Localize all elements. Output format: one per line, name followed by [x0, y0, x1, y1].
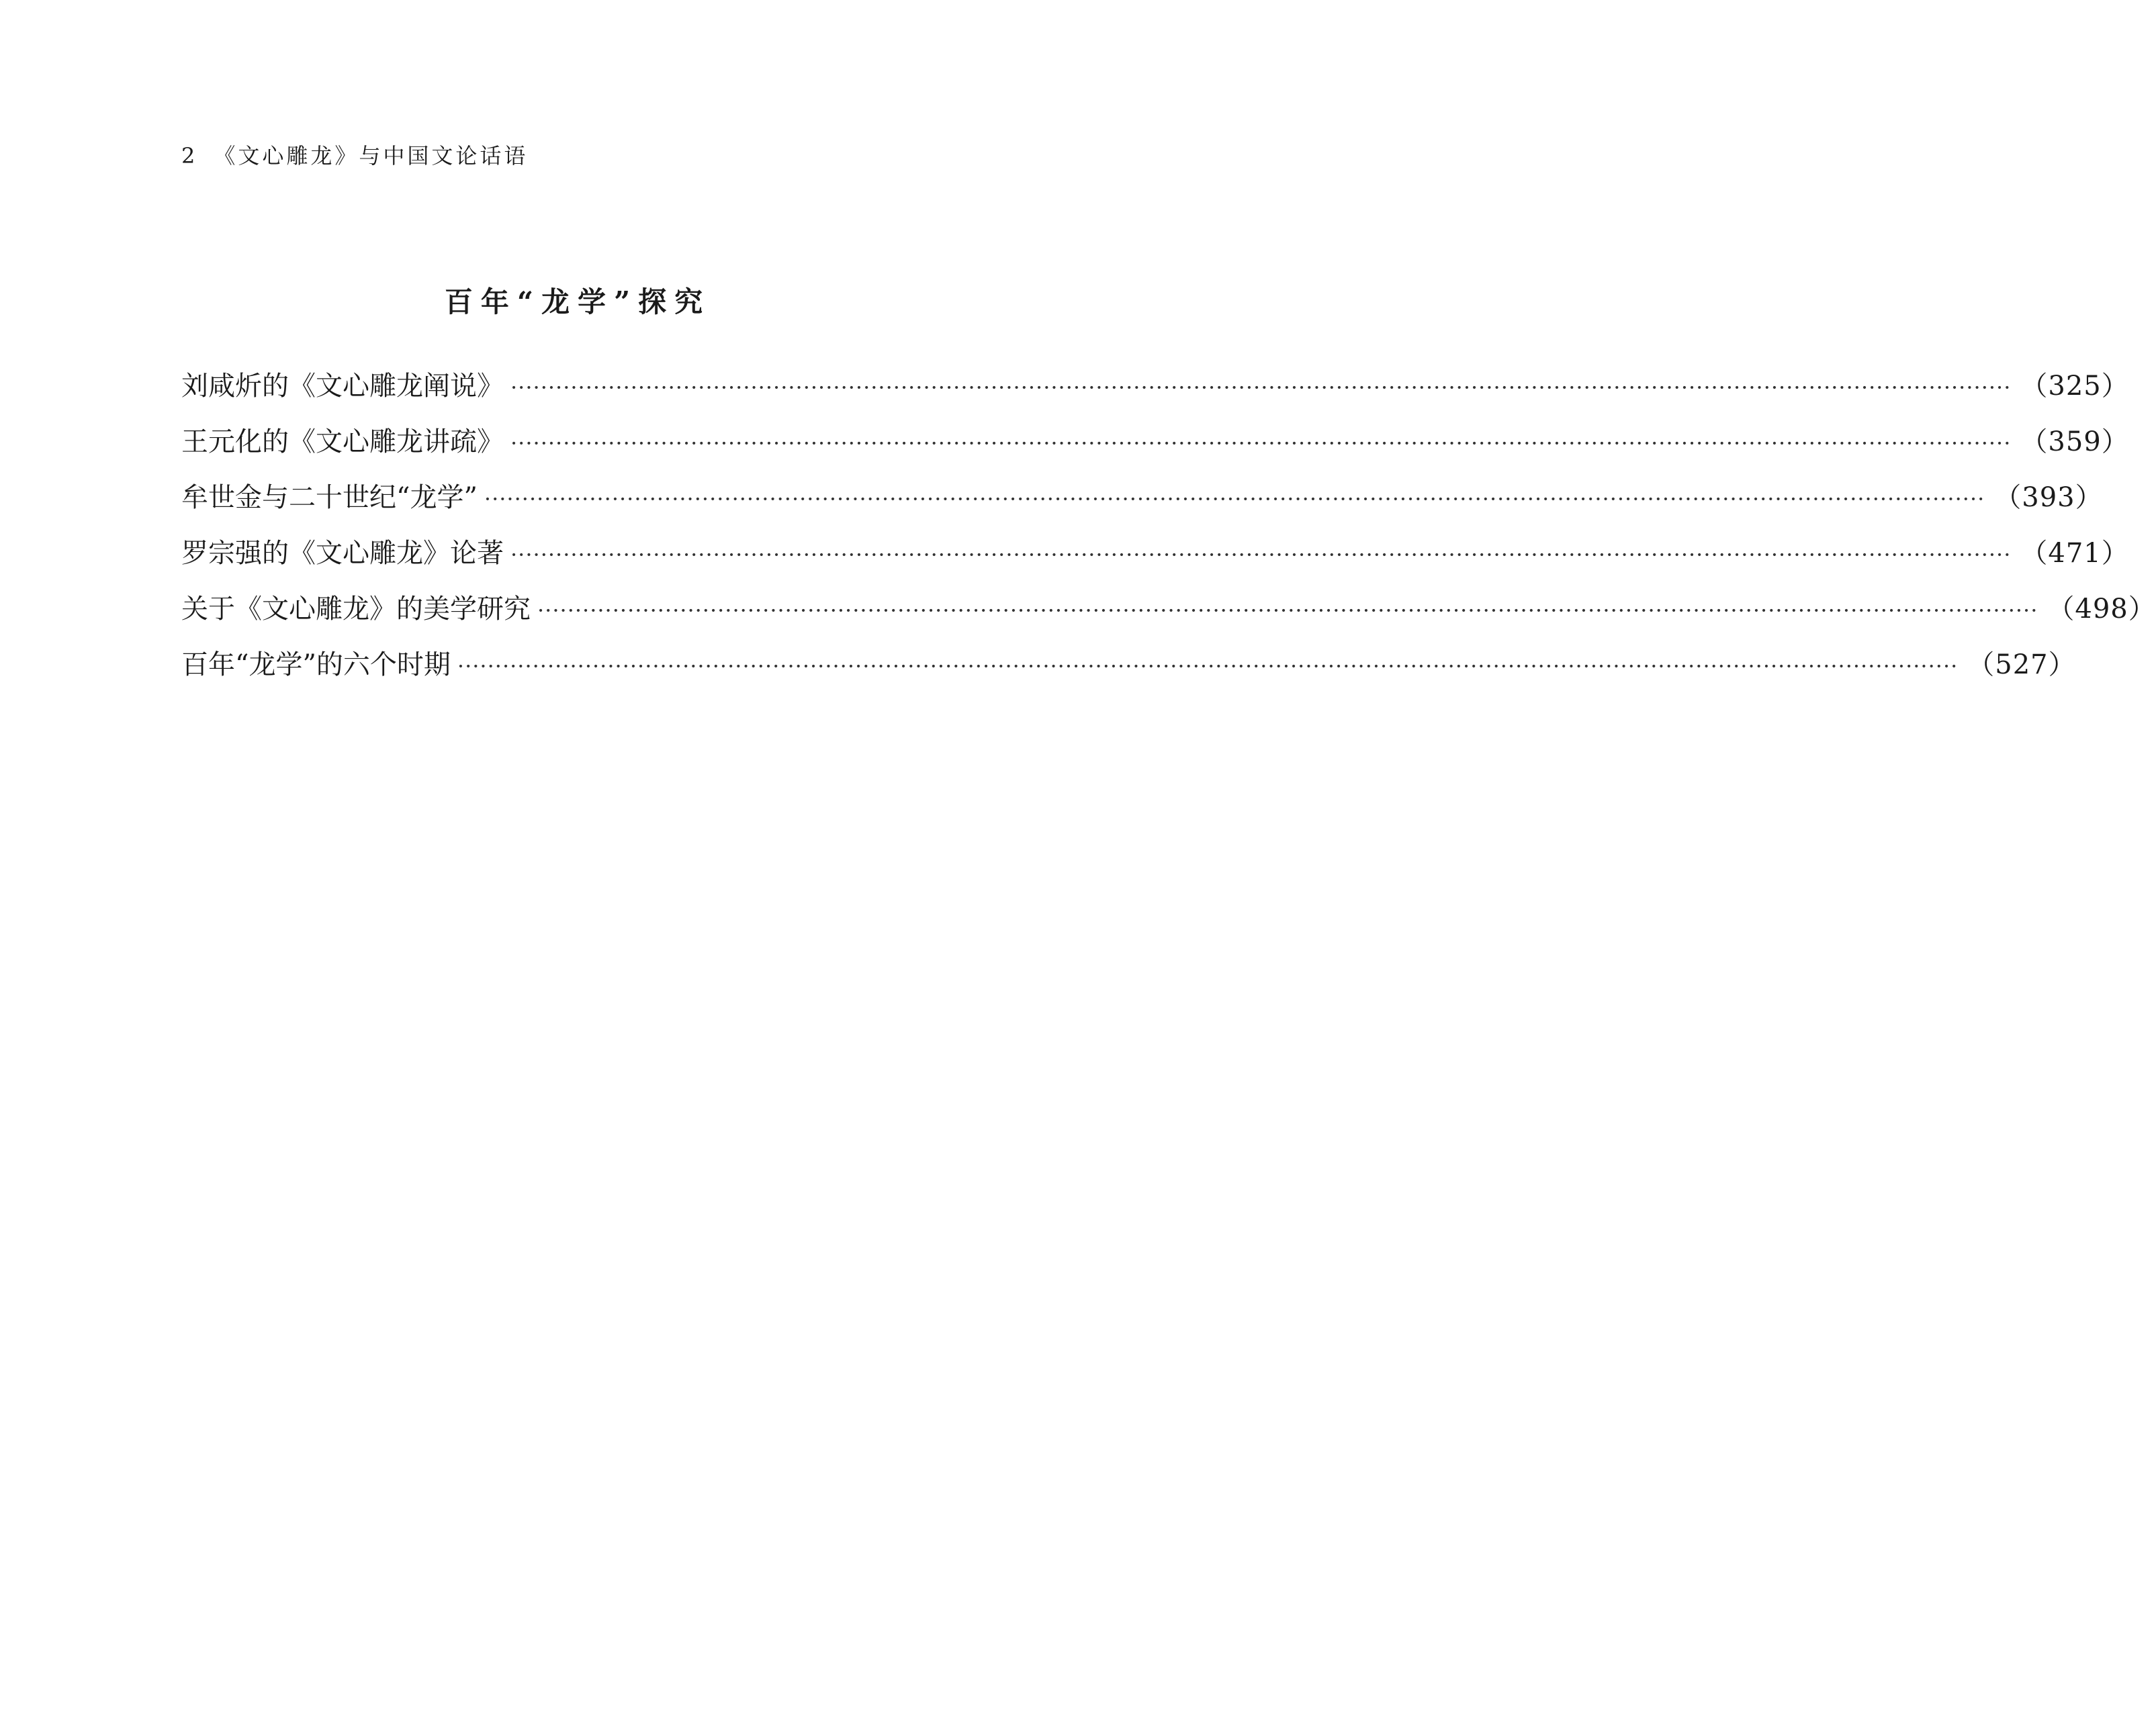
toc-entry[interactable]	[181, 589, 2156, 645]
dot-leader: ········································································································································································································	[537, 598, 2038, 623]
toc-entry[interactable]	[181, 645, 2076, 700]
table-of-contents	[181, 366, 2156, 700]
toc-entry-title: 王元化的《文心雕龙讲疏》	[181, 426, 504, 457]
toc-entry[interactable]	[181, 366, 2129, 422]
toc-entry[interactable]	[181, 477, 2103, 533]
dot-leader: ········································································································································································································	[510, 375, 2012, 400]
toc-entry-page: （325）	[2020, 371, 2129, 402]
toc-entry-page: （498）	[2047, 594, 2156, 624]
toc-entry-page: （527）	[1967, 649, 2076, 680]
dot-leader: ········································································································································································································	[457, 653, 1959, 679]
dot-leader: ········································································································································································································	[510, 542, 2012, 567]
toc-entry-page: （471）	[2020, 538, 2129, 569]
running-header	[181, 140, 528, 172]
toc-entry-title: 刘咸炘的《文心雕龙阐说》	[181, 371, 504, 402]
toc-entry-page: （359）	[2020, 426, 2129, 457]
dot-leader: ········································································································································································································	[510, 430, 2012, 456]
section-title: 百年“龙学”探究	[444, 285, 711, 318]
toc-entry[interactable]	[181, 422, 2129, 477]
toc-entry-title: 百年“龙学”的六个时期	[181, 649, 451, 680]
page-number: 2	[181, 143, 195, 169]
dot-leader: ········································································································································································································	[484, 486, 1985, 512]
toc-entry-title: 关于《文心雕龙》的美学研究	[181, 594, 531, 624]
toc-entry-title: 罗宗强的《文心雕龙》论著	[181, 538, 504, 569]
toc-entry-title: 牟世金与二十世纪“龙学”	[181, 482, 478, 513]
toc-entry-page: （393）	[1994, 482, 2103, 513]
toc-entry[interactable]	[181, 533, 2129, 589]
book-title: 《文心雕龙》与中国文论话语	[214, 143, 529, 169]
